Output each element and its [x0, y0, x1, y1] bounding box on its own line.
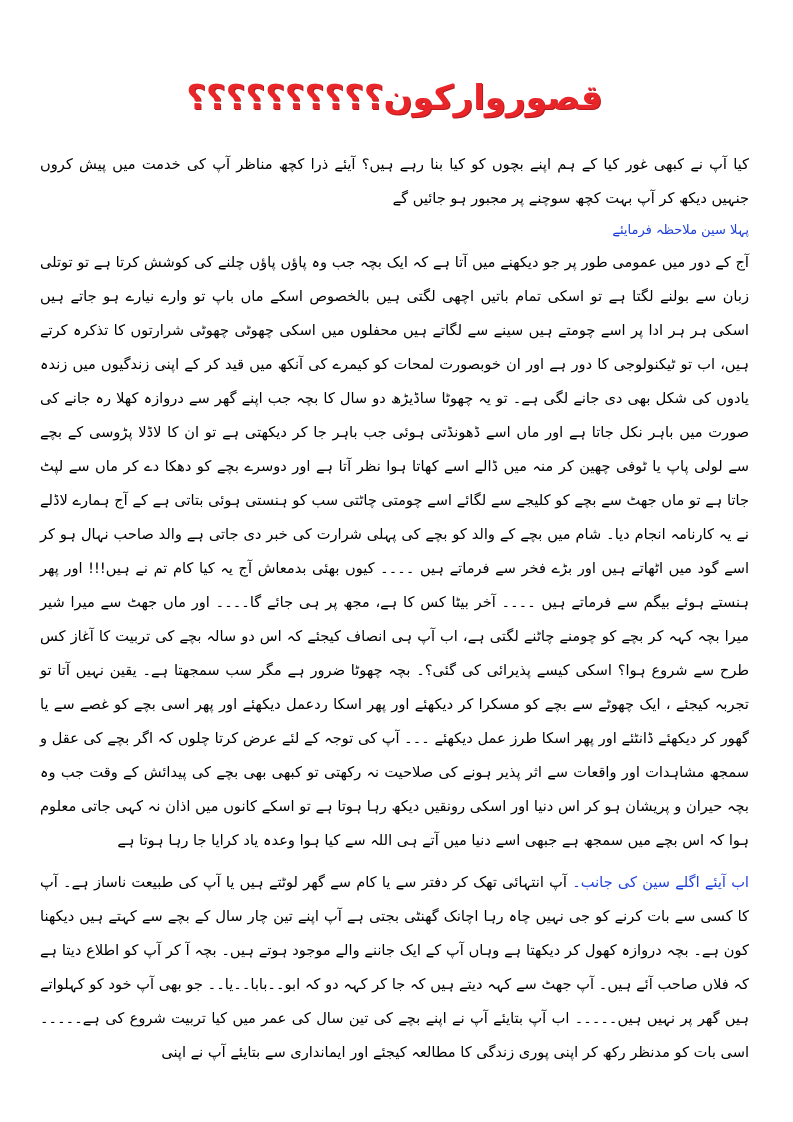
intro-paragraph: کیا آپ نے کبھی غور کیا کے ہم اپنے بچوں کو کیا بنا رہے ہیں؟ آیئے ذرا کچھ مناظر آپ کی خدمت میں پیش کروں جنہیں دیکھ کر آپ بہت کچھ سوچنے پر مجبور ہو جائیں گے	[40, 156, 749, 207]
scene1-heading: پہلا سین ملاحظہ فرمایئے	[612, 223, 749, 238]
scene1-body: آج کے دور میں عمومی طور پر جو دیکھنے میں آتا ہے کہ ایک بچہ جب وہ پاؤں پاؤں چلنے کی کوشش کرتا ہے تو توتلی زبان سے بولنے لگتا ہے تو اسکی تمام باتیں اچھی لگتی ہیں بالخصوص اسکے ماں باپ تو وارے نیارے ہو جاتے ہیں اسکی ہر ہر ادا پر اسے چومتے ہیں سینے سے لگاتے ہیں محفلوں میں اسکی چھوٹی چھوٹی شرارتوں کا تذکرہ کرتے ہیں، اب تو ٹیکنولوجی کا دور ہے اور ان خوبصورت لمحات کو کیمرے کی آنکھ میں قید کر کے اپنی زندگیوں میں زندہ یادوں کی شکل بھی دی جانے لگی ہے۔ تو یہ چھوٹا ساڈیڑھ دو سال کا بچہ جب اپنے گھر سے دروازہ کھلا رہ جانے کی صورت میں باہر نکل جاتا ہے اور ماں اسے ڈھونڈتی ہوئی جب باہر جا کر دیکھتی ہے تو ان کا لاڈلا پڑوسی کے بچے سے لولی پاپ یا ٹوفی چھین کر منہ میں ڈالے اسے کھاتا ہوا نظر آتا ہے اور دوسرے بچے کو دھکا دے کر ماں سے لپٹ جاتا ہے تو ماں جھٹ سے بچے کو کلیجے سے لگائے اسے چومتی چاٹتی سب کو ہنستی ہوئی بتاتی ہے کے آج ہمارے لاڈلے نے یہ کارنامہ انجام دیا۔ شام میں بچے کے والد کو بچے کی پہلی شرارت کی خبر دی جاتی ہے والد صاحب نہال ہو کر اسے گود میں اٹھاتے ہیں اور بڑے فخر سے فرماتے ہیں ۔۔۔۔ کیوں بھئی بدمعاش آج یہ کیا کام تم نے ہیں!!! اور پھر ہنستے ہوئے بیگم سے فرماتے ہیں ۔۔۔۔ آخر بیٹا کس کا ہے، مجھ پر ہی جائے گا۔۔۔۔ اور ماں جھٹ سے میرا شیر میرا بچہ کہہ کر بچے کو چومنے چاٹنے لگتی ہے، اب آپ ہی انصاف کیجئے کہ اس دو سالہ بچے کی تربیت کا آغاز کس طرح سے شروع ہوا؟ اسکی کیسے پذیرائی کی گئی؟۔ بچہ چھوٹا ضرور ہے مگر سب سمجھتا ہے۔ یقین نہیں آتا تو تجربہ کیجئے ، ایک چھوٹے سے بچے کو مسکرا کر دیکھئے اور پھر اسکا ردعمل دیکھئے اور پھر اسی بچے کو غصے سے یا گھور کر دیکھئے ڈانٹئے اور پھر اسکا طرز عمل دیکھئے ۔۔۔ آپ کی توجہ کے لئے عرض کرتا چلوں کہ اگر بچے کی عقل و سمجھ مشاہدات اور واقعات سے اثر پذیر ہونے کی صلاحیت نہ رکھتی تو کبھی بھی بچے کی پیدائش کے وقت جب وہ بچہ حیران و پریشان ہو کر اس دنیا اور اسکی رونقیں دیکھ رہا ہوتا ہے تو اسکے کانوں میں اذان نہ کہی جاتی معلوم ہوا کہ اس بچے میں سمجھ ہے جبھی اسے دنیا میں آتے ہی اللہ سے کیا ہوا وعدہ یاد کرایا جا رہا ہوتا ہے	[40, 254, 749, 849]
scene2-heading: اب آیئے اگلے سین کی جانب۔	[572, 874, 749, 891]
document-title: قصوروارکون؟؟؟؟؟؟؟؟؟؟	[186, 78, 603, 118]
scene2-body: آپ انتہائی تھک کر دفتر سے یا کام سے گھر لوٹتے ہیں یا آپ کی طبیعت ناساز ہے۔ آپ کا کسی سے بات کرنے کو جی نہیں چاہ رہا اچانک گھنٹی بجتی ہے آپ اپنے تین چار سال کے بچے سے کہتے ہیں دیکھنا کون ہے۔ بچہ دروازہ کھول کر دیکھتا ہے وہاں آپ کے ایک جاننے والے موجود ہوتے ہیں۔ بچہ آ کر آپ کو اطلاع دیتا ہے کہ فلاں صاحب آئے ہیں۔ آپ جھٹ سے کہہ دیتے ہیں کہ جا کر کہہ دو کہ ابو۔۔بابا۔۔یا۔۔ جو بھی آپ خود کو کہلواتے ہیں گھر پر نہیں ہیں۔۔۔۔۔ اب آپ بتایئے آپ نے اپنے بچے کی تین سال کی عمر میں کیا تربیت شروع کی ہے۔۔۔۔۔ اسی بات کو مدنظر رکھ کر اپنی پوری زندگی کا مطالعہ کیجئے اور ایمانداری سے بتایئے آپ نے اپنی	[40, 874, 749, 1061]
scene2-paragraph	[40, 866, 749, 1070]
